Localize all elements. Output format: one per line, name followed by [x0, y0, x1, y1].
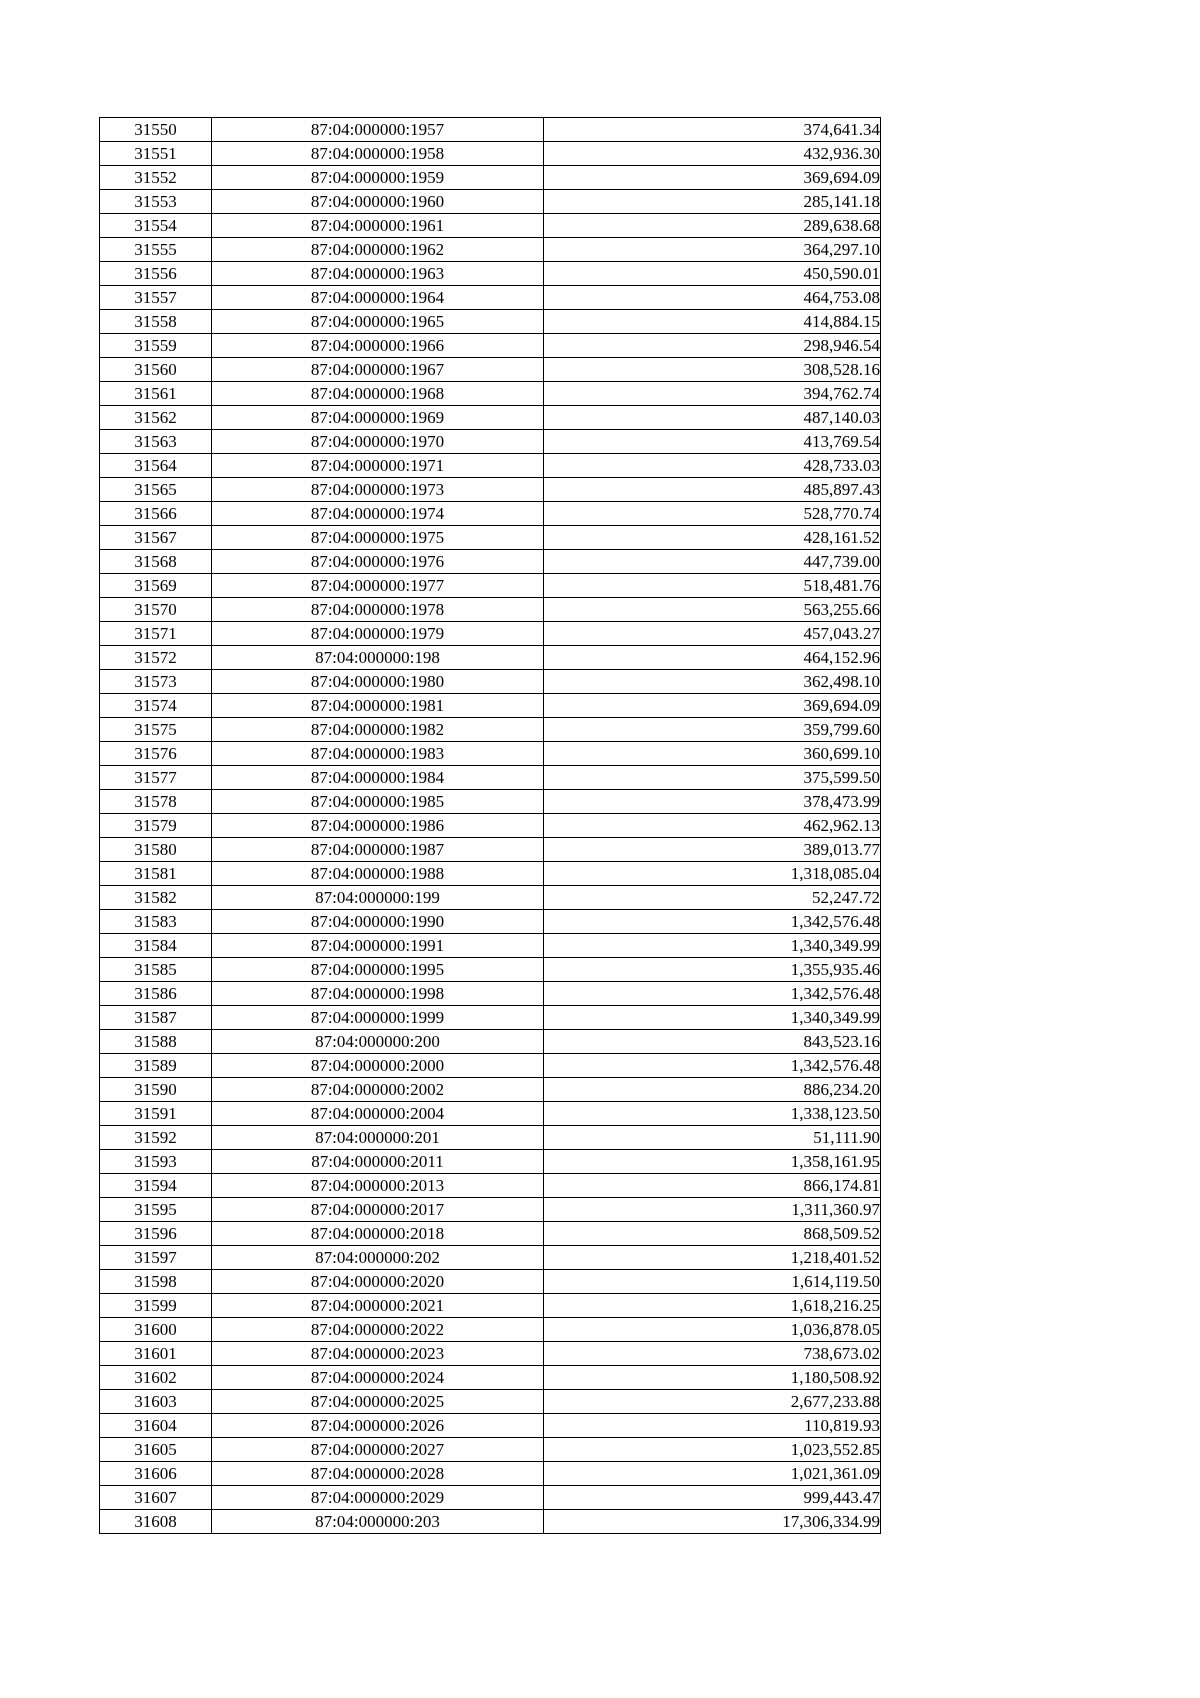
cadastral-code-cell: 87:04:000000:1967	[212, 358, 544, 382]
cadastral-code-cell: 87:04:000000:2000	[212, 1054, 544, 1078]
table-row	[100, 454, 881, 478]
row-number-cell: 31553	[100, 190, 212, 214]
cadastral-code-cell: 87:04:000000:2027	[212, 1438, 544, 1462]
row-number-cell: 31593	[100, 1150, 212, 1174]
cadastral-code-cell: 87:04:000000:1965	[212, 310, 544, 334]
row-number-cell: 31597	[100, 1246, 212, 1270]
cadastral-code-cell: 87:04:000000:1988	[212, 862, 544, 886]
amount-cell: 394,762.74	[544, 382, 881, 406]
amount-cell: 868,509.52	[544, 1222, 881, 1246]
table-row	[100, 646, 881, 670]
table-row	[100, 1390, 881, 1414]
table-row	[100, 670, 881, 694]
cadastral-code-cell: 87:04:000000:1957	[212, 118, 544, 142]
cadastral-code-cell: 87:04:000000:2020	[212, 1270, 544, 1294]
amount-cell: 1,614,119.50	[544, 1270, 881, 1294]
amount-cell: 447,739.00	[544, 550, 881, 574]
table-row	[100, 118, 881, 142]
cadastral-code-cell: 87:04:000000:1999	[212, 1006, 544, 1030]
row-number-cell: 31555	[100, 238, 212, 262]
row-number-cell: 31577	[100, 766, 212, 790]
table-row	[100, 958, 881, 982]
cadastral-code-cell: 87:04:000000:2023	[212, 1342, 544, 1366]
cadastral-code-cell: 87:04:000000:1964	[212, 286, 544, 310]
table-row	[100, 1078, 881, 1102]
table-row	[100, 862, 881, 886]
table-row	[100, 1270, 881, 1294]
amount-cell: 360,699.10	[544, 742, 881, 766]
table-row	[100, 814, 881, 838]
amount-cell: 1,218,401.52	[544, 1246, 881, 1270]
cadastral-code-cell: 87:04:000000:1970	[212, 430, 544, 454]
row-number-cell: 31558	[100, 310, 212, 334]
table-row	[100, 550, 881, 574]
amount-cell: 52,247.72	[544, 886, 881, 910]
table-row	[100, 1150, 881, 1174]
amount-cell: 2,677,233.88	[544, 1390, 881, 1414]
cadastral-code-cell: 87:04:000000:1991	[212, 934, 544, 958]
row-number-cell: 31606	[100, 1462, 212, 1486]
row-number-cell: 31603	[100, 1390, 212, 1414]
amount-cell: 866,174.81	[544, 1174, 881, 1198]
row-number-cell: 31605	[100, 1438, 212, 1462]
table-row	[100, 478, 881, 502]
cadastral-code-cell: 87:04:000000:1971	[212, 454, 544, 478]
row-number-cell: 31598	[100, 1270, 212, 1294]
cadastral-code-cell: 87:04:000000:2022	[212, 1318, 544, 1342]
cadastral-code-cell: 87:04:000000:1984	[212, 766, 544, 790]
table-row	[100, 214, 881, 238]
row-number-cell: 31557	[100, 286, 212, 310]
amount-cell: 1,023,552.85	[544, 1438, 881, 1462]
amount-cell: 375,599.50	[544, 766, 881, 790]
table-row	[100, 694, 881, 718]
amount-cell: 362,498.10	[544, 670, 881, 694]
cadastral-code-cell: 87:04:000000:1986	[212, 814, 544, 838]
amount-cell: 843,523.16	[544, 1030, 881, 1054]
row-number-cell: 31560	[100, 358, 212, 382]
cadastral-code-cell: 87:04:000000:1983	[212, 742, 544, 766]
cadastral-code-cell: 87:04:000000:1961	[212, 214, 544, 238]
table-row	[100, 1054, 881, 1078]
row-number-cell: 31573	[100, 670, 212, 694]
table-row	[100, 790, 881, 814]
cadastral-code-cell: 87:04:000000:2013	[212, 1174, 544, 1198]
row-number-cell: 31564	[100, 454, 212, 478]
cadastral-code-cell: 87:04:000000:2018	[212, 1222, 544, 1246]
table-row	[100, 1294, 881, 1318]
table-row	[100, 1102, 881, 1126]
amount-cell: 485,897.43	[544, 478, 881, 502]
amount-cell: 413,769.54	[544, 430, 881, 454]
row-number-cell: 31562	[100, 406, 212, 430]
amount-cell: 389,013.77	[544, 838, 881, 862]
row-number-cell: 31569	[100, 574, 212, 598]
row-number-cell: 31607	[100, 1486, 212, 1510]
row-number-cell: 31575	[100, 718, 212, 742]
row-number-cell: 31584	[100, 934, 212, 958]
row-number-cell: 31570	[100, 598, 212, 622]
cadastral-code-cell: 87:04:000000:1974	[212, 502, 544, 526]
cadastral-code-cell: 87:04:000000:1977	[212, 574, 544, 598]
table-row	[100, 1414, 881, 1438]
table-row	[100, 1246, 881, 1270]
table-row	[100, 142, 881, 166]
cadastral-code-cell: 87:04:000000:2025	[212, 1390, 544, 1414]
table-row	[100, 1510, 881, 1534]
table-row	[100, 502, 881, 526]
amount-cell: 528,770.74	[544, 502, 881, 526]
cadastral-code-cell: 87:04:000000:1981	[212, 694, 544, 718]
amount-cell: 359,799.60	[544, 718, 881, 742]
amount-cell: 1,180,508.92	[544, 1366, 881, 1390]
cadastral-code-cell: 87:04:000000:200	[212, 1030, 544, 1054]
amount-cell: 1,340,349.99	[544, 934, 881, 958]
cadastral-code-cell: 87:04:000000:1976	[212, 550, 544, 574]
amount-cell: 289,638.68	[544, 214, 881, 238]
amount-cell: 464,152.96	[544, 646, 881, 670]
table-row	[100, 1030, 881, 1054]
row-number-cell: 31590	[100, 1078, 212, 1102]
row-number-cell: 31581	[100, 862, 212, 886]
cadastral-code-cell: 87:04:000000:1975	[212, 526, 544, 550]
cadastral-code-cell: 87:04:000000:1958	[212, 142, 544, 166]
row-number-cell: 31554	[100, 214, 212, 238]
row-number-cell: 31602	[100, 1366, 212, 1390]
amount-cell: 1,036,878.05	[544, 1318, 881, 1342]
table-row	[100, 1318, 881, 1342]
amount-cell: 51,111.90	[544, 1126, 881, 1150]
amount-cell: 308,528.16	[544, 358, 881, 382]
amount-cell: 1,318,085.04	[544, 862, 881, 886]
amount-cell: 518,481.76	[544, 574, 881, 598]
row-number-cell: 31599	[100, 1294, 212, 1318]
table-row	[100, 430, 881, 454]
cadastral-code-cell: 87:04:000000:198	[212, 646, 544, 670]
amount-cell: 369,694.09	[544, 694, 881, 718]
amount-cell: 487,140.03	[544, 406, 881, 430]
amount-cell: 432,936.30	[544, 142, 881, 166]
table-row	[100, 622, 881, 646]
cadastral-code-cell: 87:04:000000:2029	[212, 1486, 544, 1510]
cadastral-code-cell: 87:04:000000:1990	[212, 910, 544, 934]
cadastral-code-cell: 87:04:000000:1995	[212, 958, 544, 982]
table-row	[100, 310, 881, 334]
amount-cell: 17,306,334.99	[544, 1510, 881, 1534]
row-number-cell: 31586	[100, 982, 212, 1006]
cadastral-code-cell: 87:04:000000:1980	[212, 670, 544, 694]
row-number-cell: 31585	[100, 958, 212, 982]
cadastral-code-cell: 87:04:000000:1966	[212, 334, 544, 358]
table-row	[100, 1006, 881, 1030]
table-row	[100, 262, 881, 286]
amount-cell: 298,946.54	[544, 334, 881, 358]
table-body	[100, 118, 881, 1534]
cadastral-code-cell: 87:04:000000:1962	[212, 238, 544, 262]
table-row	[100, 1486, 881, 1510]
row-number-cell: 31565	[100, 478, 212, 502]
cadastral-code-cell: 87:04:000000:201	[212, 1126, 544, 1150]
cadastral-code-cell: 87:04:000000:1979	[212, 622, 544, 646]
row-number-cell: 31601	[100, 1342, 212, 1366]
amount-cell: 1,355,935.46	[544, 958, 881, 982]
table-row	[100, 982, 881, 1006]
cadastral-code-cell: 87:04:000000:203	[212, 1510, 544, 1534]
cadastral-code-cell: 87:04:000000:1973	[212, 478, 544, 502]
amount-cell: 886,234.20	[544, 1078, 881, 1102]
row-number-cell: 31550	[100, 118, 212, 142]
table-row	[100, 718, 881, 742]
table-row	[100, 1198, 881, 1222]
cadastral-code-cell: 87:04:000000:2026	[212, 1414, 544, 1438]
row-number-cell: 31552	[100, 166, 212, 190]
row-number-cell: 31559	[100, 334, 212, 358]
amount-cell: 457,043.27	[544, 622, 881, 646]
amount-cell: 1,342,576.48	[544, 1054, 881, 1078]
row-number-cell: 31591	[100, 1102, 212, 1126]
row-number-cell: 31594	[100, 1174, 212, 1198]
amount-cell: 1,338,123.50	[544, 1102, 881, 1126]
row-number-cell: 31580	[100, 838, 212, 862]
amount-cell: 428,161.52	[544, 526, 881, 550]
amount-cell: 364,297.10	[544, 238, 881, 262]
amount-cell: 378,473.99	[544, 790, 881, 814]
cadastral-code-cell: 87:04:000000:1959	[212, 166, 544, 190]
table-row	[100, 358, 881, 382]
row-number-cell: 31576	[100, 742, 212, 766]
amount-cell: 428,733.03	[544, 454, 881, 478]
cadastral-code-cell: 87:04:000000:1987	[212, 838, 544, 862]
row-number-cell: 31583	[100, 910, 212, 934]
row-number-cell: 31561	[100, 382, 212, 406]
row-number-cell: 31571	[100, 622, 212, 646]
amount-cell: 414,884.15	[544, 310, 881, 334]
table-row	[100, 766, 881, 790]
row-number-cell: 31556	[100, 262, 212, 286]
amount-cell: 1,358,161.95	[544, 1150, 881, 1174]
table-row	[100, 190, 881, 214]
table-row	[100, 1366, 881, 1390]
amount-cell: 462,962.13	[544, 814, 881, 838]
row-number-cell: 31595	[100, 1198, 212, 1222]
table-row	[100, 838, 881, 862]
cadastral-code-cell: 87:04:000000:1960	[212, 190, 544, 214]
row-number-cell: 31600	[100, 1318, 212, 1342]
row-number-cell: 31568	[100, 550, 212, 574]
cadastral-code-cell: 87:04:000000:1978	[212, 598, 544, 622]
table-row	[100, 1222, 881, 1246]
row-number-cell: 31566	[100, 502, 212, 526]
amount-cell: 1,618,216.25	[544, 1294, 881, 1318]
table-row	[100, 286, 881, 310]
row-number-cell: 31578	[100, 790, 212, 814]
table-row	[100, 1342, 881, 1366]
cadastral-code-cell: 87:04:000000:2017	[212, 1198, 544, 1222]
amount-cell: 374,641.34	[544, 118, 881, 142]
cadastral-code-cell: 87:04:000000:2002	[212, 1078, 544, 1102]
amount-cell: 1,342,576.48	[544, 982, 881, 1006]
cadastral-code-cell: 87:04:000000:1985	[212, 790, 544, 814]
table-row	[100, 238, 881, 262]
table-row	[100, 406, 881, 430]
table-row	[100, 910, 881, 934]
amount-cell: 1,021,361.09	[544, 1462, 881, 1486]
cadastral-code-cell: 87:04:000000:1968	[212, 382, 544, 406]
table-row	[100, 334, 881, 358]
table-row	[100, 934, 881, 958]
row-number-cell: 31563	[100, 430, 212, 454]
amount-cell: 1,342,576.48	[544, 910, 881, 934]
row-number-cell: 31604	[100, 1414, 212, 1438]
table-row	[100, 1462, 881, 1486]
row-number-cell: 31608	[100, 1510, 212, 1534]
table-row	[100, 886, 881, 910]
table-row	[100, 1126, 881, 1150]
cadastral-code-cell: 87:04:000000:1982	[212, 718, 544, 742]
amount-cell: 738,673.02	[544, 1342, 881, 1366]
amount-cell: 563,255.66	[544, 598, 881, 622]
cadastral-code-cell: 87:04:000000:1963	[212, 262, 544, 286]
amount-cell: 1,311,360.97	[544, 1198, 881, 1222]
table-row	[100, 526, 881, 550]
amount-cell: 1,340,349.99	[544, 1006, 881, 1030]
cadastral-code-cell: 87:04:000000:202	[212, 1246, 544, 1270]
row-number-cell: 31589	[100, 1054, 212, 1078]
table-row	[100, 1174, 881, 1198]
amount-cell: 110,819.93	[544, 1414, 881, 1438]
row-number-cell: 31572	[100, 646, 212, 670]
table-row	[100, 598, 881, 622]
amount-cell: 999,443.47	[544, 1486, 881, 1510]
data-table	[99, 117, 881, 1534]
table-row	[100, 166, 881, 190]
amount-cell: 464,753.08	[544, 286, 881, 310]
amount-cell: 285,141.18	[544, 190, 881, 214]
row-number-cell: 31587	[100, 1006, 212, 1030]
row-number-cell: 31596	[100, 1222, 212, 1246]
row-number-cell: 31574	[100, 694, 212, 718]
table-row	[100, 1438, 881, 1462]
cadastral-code-cell: 87:04:000000:1969	[212, 406, 544, 430]
table-row	[100, 382, 881, 406]
row-number-cell: 31567	[100, 526, 212, 550]
row-number-cell: 31551	[100, 142, 212, 166]
table-row	[100, 574, 881, 598]
table-row	[100, 742, 881, 766]
row-number-cell: 31579	[100, 814, 212, 838]
cadastral-code-cell: 87:04:000000:1998	[212, 982, 544, 1006]
cadastral-code-cell: 87:04:000000:2011	[212, 1150, 544, 1174]
amount-cell: 450,590.01	[544, 262, 881, 286]
row-number-cell: 31582	[100, 886, 212, 910]
cadastral-code-cell: 87:04:000000:2004	[212, 1102, 544, 1126]
cadastral-code-cell: 87:04:000000:2024	[212, 1366, 544, 1390]
cadastral-code-cell: 87:04:000000:199	[212, 886, 544, 910]
cadastral-code-cell: 87:04:000000:2021	[212, 1294, 544, 1318]
cadastral-code-cell: 87:04:000000:2028	[212, 1462, 544, 1486]
amount-cell: 369,694.09	[544, 166, 881, 190]
row-number-cell: 31588	[100, 1030, 212, 1054]
row-number-cell: 31592	[100, 1126, 212, 1150]
